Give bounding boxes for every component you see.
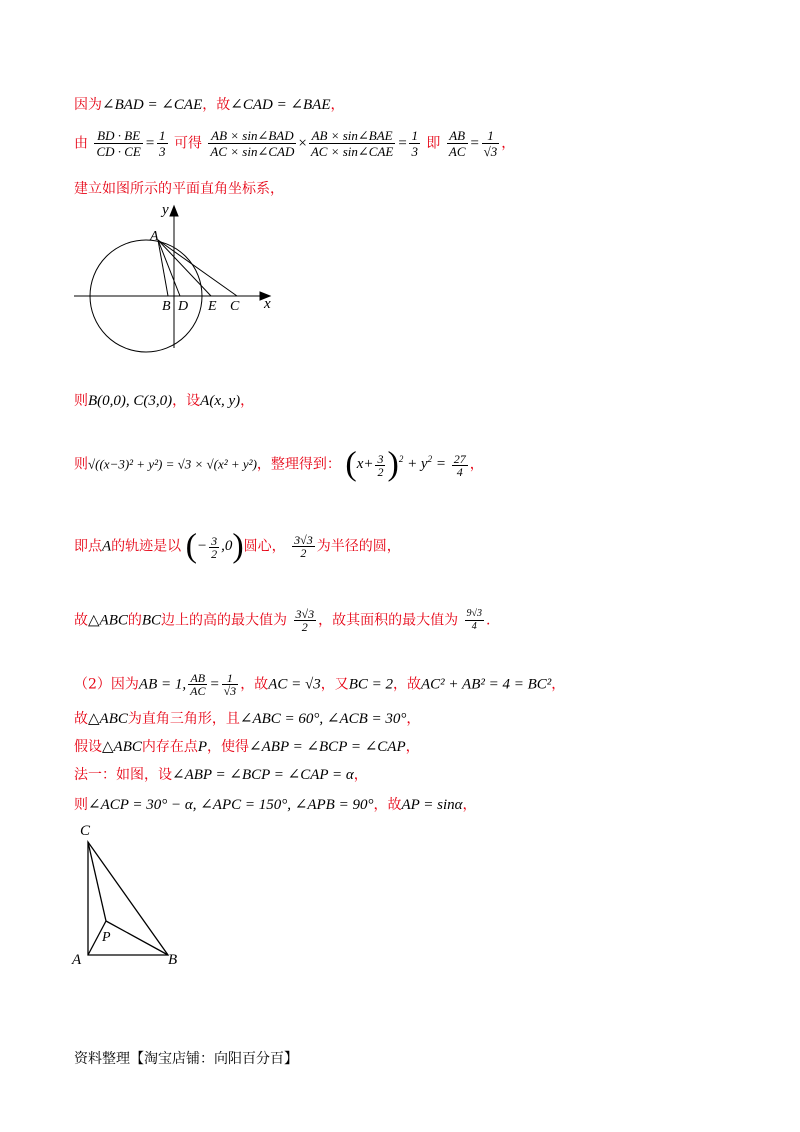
fraction: $\frac{1}{3}$ — [159, 128, 166, 159]
y-axis-arrow — [170, 206, 178, 216]
line-8 — [74, 672, 565, 697]
fraction: $\frac{1}{√3}$ — [223, 671, 237, 698]
point-P-label: P — [102, 930, 111, 945]
math: AP = sinα — [401, 797, 463, 813]
point-A-label: A — [72, 952, 82, 968]
math: △ABC — [88, 711, 128, 727]
text: 内存在点 — [141, 739, 198, 755]
math: ∠ABP = ∠BCP = ∠CAP — [249, 739, 406, 755]
y-label: y — [162, 202, 169, 218]
math: ∠ABP = ∠BCP = ∠CAP = α — [172, 767, 354, 783]
text: 为直角三角形，且 — [127, 711, 240, 727]
segment-AE — [158, 240, 211, 296]
text: ，故 — [240, 676, 269, 693]
math: P — [197, 739, 208, 755]
line-2 — [74, 128, 515, 159]
fraction: $\frac{BD \cdot BE}{CD \cdot CE}$ — [96, 128, 141, 159]
text: 则 — [74, 393, 88, 409]
point-C-label: C — [80, 823, 91, 839]
fraction: $\frac{AB}{AC}$ — [448, 128, 466, 159]
text: 的 — [127, 612, 142, 629]
text: 则 — [74, 456, 88, 473]
text: 因为 — [74, 97, 102, 113]
point-A-label: A — [150, 229, 159, 244]
text: ， — [462, 797, 477, 813]
line-5 — [74, 448, 484, 482]
text: 建立如图所示的平面直角坐标系， — [74, 181, 284, 197]
segment-AC — [158, 240, 237, 296]
triangle-ABC — [88, 842, 168, 955]
x-label: x — [264, 296, 271, 312]
line-11 — [74, 766, 368, 784]
math: = — [144, 135, 155, 152]
text: 可得 — [173, 135, 202, 152]
line-6 — [74, 530, 401, 564]
figure-circle-coordinates — [70, 198, 290, 358]
text: 则 — [74, 797, 88, 813]
math: AC² + AB² = 4 = BC² — [421, 676, 552, 693]
math: A(x, y) — [200, 393, 241, 409]
point-C-label: C — [230, 299, 240, 314]
footer-source: 资料整理【淘宝店铺：向阳百分百】 — [74, 1051, 298, 1067]
math: = — [397, 135, 408, 152]
text: 的轨迹是以 — [111, 538, 182, 555]
text: ，又 — [320, 676, 349, 693]
text: （2）因为 — [74, 676, 139, 693]
text: ， — [353, 767, 368, 783]
line-1 — [74, 96, 345, 114]
text: 法一：如图，设 — [74, 767, 172, 783]
point-D-label: D — [178, 299, 189, 314]
text: ，设 — [172, 393, 201, 409]
text: ，故 — [393, 676, 422, 693]
line-7 — [74, 608, 491, 633]
math: AC = √3 — [268, 676, 321, 693]
line-4 — [74, 392, 254, 410]
text: ，故 — [202, 97, 231, 113]
fraction: $\frac{1}{3}$ — [411, 128, 418, 159]
fraction: $\frac{\text{AB × sin∠BAD}}{\text{AC × sin∠CAD}}$ — [210, 128, 295, 159]
fraction-max-height: $\frac{3√3}{2}$ — [295, 607, 315, 634]
math-center-point: (− $\frac{3}{2}$ ,0) — [185, 528, 244, 565]
math: × — [298, 135, 307, 152]
text: 由 — [74, 135, 88, 152]
figure-triangle-with-point-p — [70, 818, 200, 968]
math: BC = 2 — [348, 676, 394, 693]
line-9 — [74, 710, 420, 728]
text: 为半径的圆， — [316, 538, 401, 555]
text: ，使得 — [207, 739, 250, 755]
text: ， — [240, 393, 255, 409]
text: 边上的高的最大值为 — [161, 612, 288, 629]
math: ∠CAD = ∠BAE — [230, 97, 331, 113]
line-10 — [74, 738, 420, 756]
math: △ABC — [88, 612, 128, 629]
text: ， — [551, 676, 566, 693]
fraction: $\frac{AB}{AC}$ — [190, 671, 206, 698]
math: BC — [141, 612, 162, 629]
text: 即点 — [74, 538, 102, 555]
math: A — [102, 538, 112, 555]
text: 即 — [426, 135, 441, 152]
text: 故 — [74, 711, 88, 727]
math: √((x−3)² + y²) = √3 × √(x² + y²) — [88, 456, 257, 472]
math: = — [209, 676, 220, 693]
point-B-label: B — [162, 299, 171, 314]
fraction: $\frac{1}{√3}$ — [483, 128, 498, 159]
line-12 — [74, 796, 477, 814]
text: 故 — [74, 612, 88, 629]
fraction: $\frac{\text{AB × sin∠BAE}}{\text{AC × sin∠CAE}}$ — [310, 128, 394, 159]
text: ，故 — [373, 797, 402, 813]
text: ， — [406, 711, 421, 727]
text: ， — [501, 135, 516, 152]
line-3 — [74, 180, 284, 198]
point-E-label: E — [208, 299, 217, 314]
text: ， — [405, 739, 420, 755]
math: = — [469, 135, 480, 152]
math: AB = 1, — [138, 676, 187, 693]
text: ，整理得到： — [256, 456, 341, 473]
fraction-radius: $\frac{3√3}{2}$ — [294, 532, 313, 560]
text: 圆心， — [243, 538, 286, 555]
math: ∠BAD = ∠CAE — [102, 97, 203, 113]
text: 假设 — [74, 739, 102, 755]
math: ∠ABC = 60°, ∠ACB = 30° — [239, 711, 407, 727]
text: ，故其面积的最大值为 — [318, 612, 459, 629]
math: △ABC — [102, 739, 142, 755]
text: ， — [469, 456, 484, 473]
fraction-max-area: $\frac{9√3}{4}$ — [466, 608, 483, 632]
point-B-label: B — [168, 952, 178, 968]
text: . — [486, 612, 491, 629]
math: B(0,0), C(3,0) — [88, 393, 173, 409]
segment-BP — [106, 921, 168, 955]
text: ， — [330, 97, 345, 113]
math-completed-square: (x+ $\frac{3}{2}$ )$^2 + y^2$ = $\frac{27}{4}$ — [345, 446, 466, 483]
math: ∠ACP = 30° − α, ∠APC = 150°, ∠APB = 90° — [88, 797, 374, 813]
